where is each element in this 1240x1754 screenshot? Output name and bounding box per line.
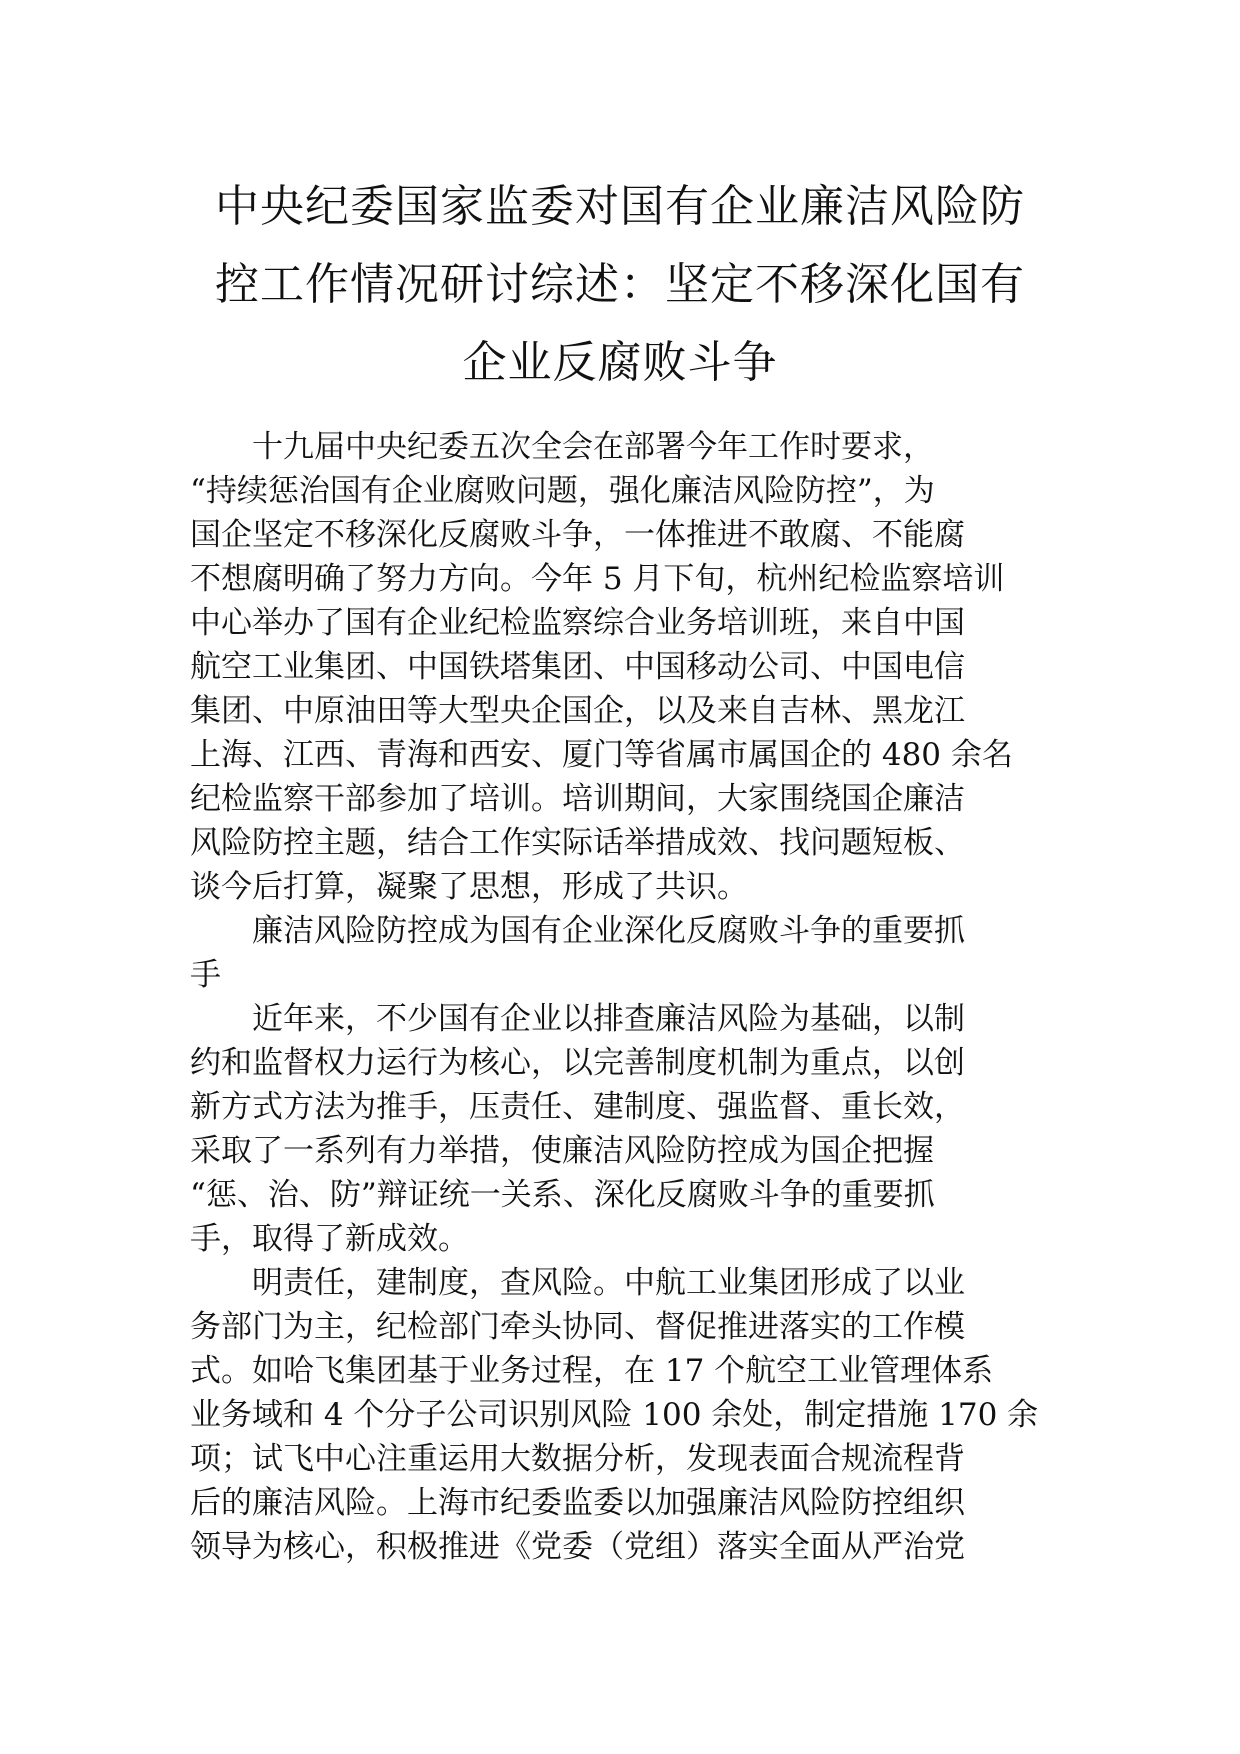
body-line: 集团、中原油田等大型央企国企，以及来自吉林、黑龙江: [190, 693, 965, 729]
body-line: 项；试飞中心注重运用大数据分析，发现表面合规流程背: [190, 1441, 965, 1477]
section-heading-line: 手: [190, 957, 221, 993]
body-line: 业务域和 4 个分子公司识别风险 100 余处，制定措施 170 余: [190, 1397, 1039, 1433]
body-line: 明责任，建制度，查风险。中航工业集团形成了以业: [252, 1265, 965, 1301]
body-line: 风险防控主题，结合工作实际话举措成效、找问题短板、: [190, 825, 965, 861]
section-heading-line: 廉洁风险防控成为国有企业深化反腐败斗争的重要抓: [252, 913, 965, 949]
body-line: 后的廉洁风险。上海市纪委监委以加强廉洁风险防控组织: [190, 1485, 965, 1521]
document-body: [190, 425, 1050, 1569]
body-line: 式。如哈飞集团基于业务过程，在 17 个航空工业管理体系: [190, 1353, 994, 1389]
body-line: 航空工业集团、中国铁塔集团、中国移动公司、中国电信: [190, 649, 965, 685]
body-line: 中心举办了国有企业纪检监察综合业务培训班，来自中国: [190, 605, 965, 641]
body-line: 手，取得了新成效。: [190, 1221, 469, 1257]
body-line: 务部门为主，纪检部门牵头协同、督促推进落实的工作模: [190, 1309, 965, 1345]
body-line: 新方式方法为推手，压责任、建制度、强监督、重长效，: [190, 1089, 965, 1125]
body-line: “持续惩治国有企业腐败问题，强化廉洁风险防控”，为: [190, 473, 935, 509]
body-line: “惩、治、防”辩证统一关系、深化反腐败斗争的重要抓: [190, 1177, 935, 1213]
body-line: 十九届中央纪委五次全会在部署今年工作时要求，: [252, 429, 934, 465]
body-line: 上海、江西、青海和西安、厦门等省属市属国企的 480 余名: [190, 737, 1013, 773]
body-line: 纪检监察干部参加了培训。培训期间，大家围绕国企廉洁: [190, 781, 965, 817]
body-line: 约和监督权力运行为核心，以完善制度机制为重点，以创: [190, 1045, 965, 1081]
title-line: 控工作情况研讨综述：坚定不移深化国有: [215, 259, 1025, 310]
body-line: 国企坚定不移深化反腐败斗争，一体推进不敢腐、不能腐: [190, 517, 965, 553]
document-title: [190, 168, 1050, 402]
body-line: 谈今后打算，凝聚了思想，形成了共识。: [190, 869, 748, 905]
title-line: 中央纪委国家监委对国有企业廉洁风险防: [215, 181, 1025, 232]
body-line: 领导为核心，积极推进《党委（党组）落实全面从严治党: [190, 1529, 965, 1565]
body-line: 近年来，不少国有企业以排查廉洁风险为基础，以制: [252, 1001, 965, 1037]
body-line: 采取了一系列有力举措，使廉洁风险防控成为国企把握: [190, 1133, 934, 1169]
body-line: 不想腐明确了努力方向。今年 5 月下旬，杭州纪检监察培训: [190, 561, 1005, 597]
title-line: 企业反腐败斗争: [462, 337, 778, 388]
